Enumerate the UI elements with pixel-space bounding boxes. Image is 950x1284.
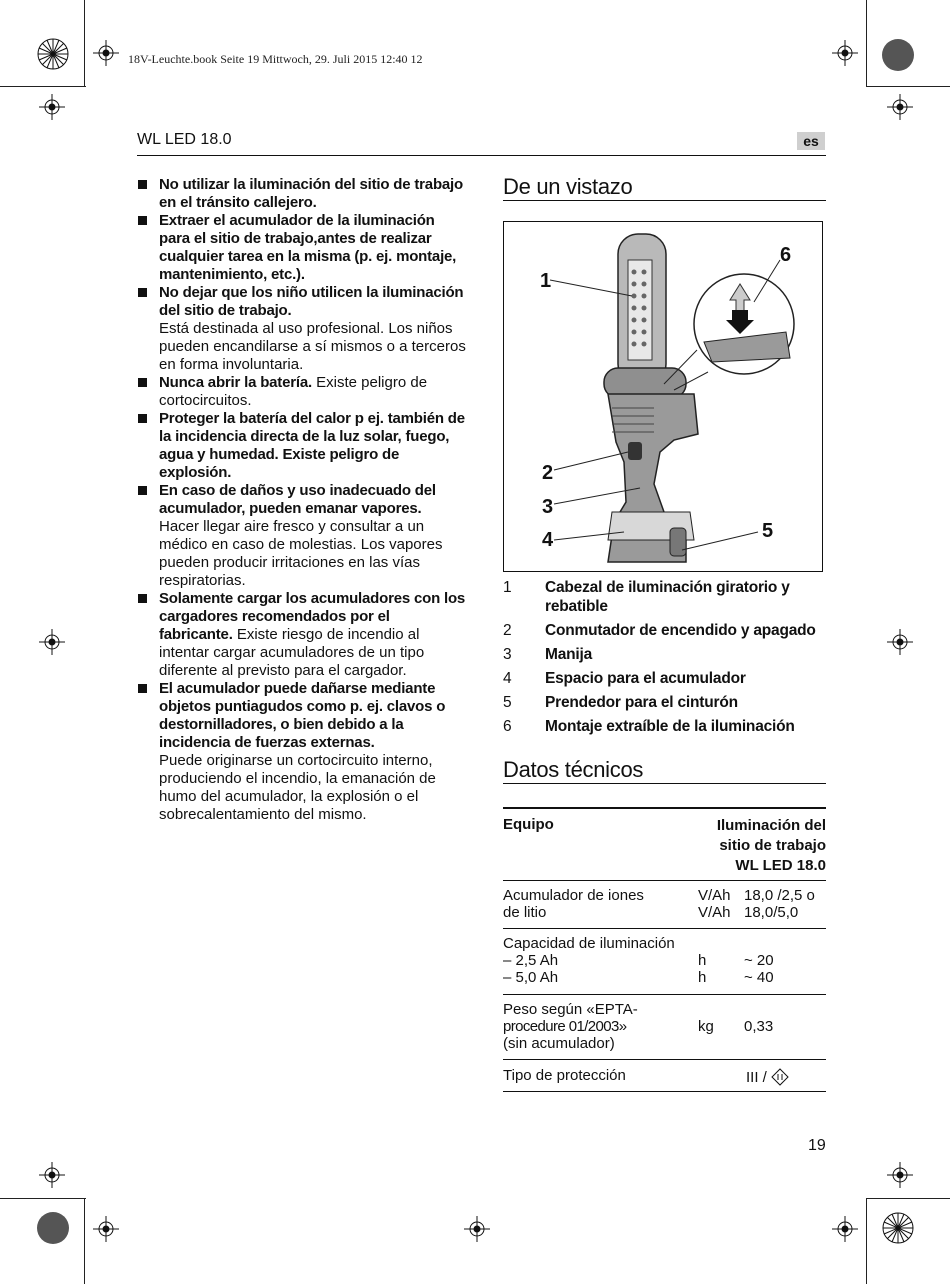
safety-item: No dejar que los niño utilicen la iluminación del sitio de trabajo. Está destinada al uso profesional. Los niños pueden encandilarse a sí mismos o a terceros en forma involuntaria.	[137, 284, 467, 374]
crop-mark	[0, 86, 86, 87]
callout-5: 5	[762, 520, 774, 542]
safety-list	[137, 176, 467, 824]
callout-4: 4	[542, 529, 554, 551]
registration-target-icon	[39, 1162, 65, 1188]
tech-data-title: Datos técnicos	[503, 757, 644, 782]
safety-item: Nunca abrir la batería. Existe peligro de cortocircuitos.	[137, 374, 467, 410]
header-divider	[137, 155, 826, 156]
starburst-mark-icon	[37, 38, 69, 70]
table-rule	[503, 807, 826, 809]
registration-target-icon	[93, 1216, 119, 1242]
crop-mark	[84, 1198, 85, 1284]
protection-class-icon	[771, 1068, 789, 1086]
tech-header-right: Iluminación del sitio de trabajo WL LED 18.0	[716, 817, 826, 874]
registration-target-icon	[39, 94, 65, 120]
registration-target-icon	[93, 40, 119, 66]
table-rule	[503, 994, 826, 995]
product-illustration	[503, 221, 823, 572]
page-number: 19	[808, 1137, 826, 1154]
language-badge: es	[797, 132, 825, 150]
book-header: 18V-Leuchte.book Seite 19 Mittwoch, 29. Juli 2015 12:40 12	[128, 52, 423, 66]
section-divider	[503, 200, 826, 201]
safety-item: Proteger la batería del calor p ej. también de la incidencia directa de la luz solar, fuego, agua y humedad. Existe peligro de explosión.	[137, 410, 467, 482]
page-title: WL LED 18.0	[137, 131, 232, 148]
gray-dot-mark	[37, 1212, 69, 1244]
crop-mark	[866, 1198, 950, 1199]
safety-item: No utilizar la iluminación del sitio de trabajo en el tránsito callejero.	[137, 176, 467, 212]
gray-dot-mark	[882, 39, 914, 71]
registration-target-icon	[887, 1162, 913, 1188]
crop-mark	[84, 0, 85, 86]
registration-target-icon	[832, 1216, 858, 1242]
starburst-mark-icon	[882, 1212, 914, 1244]
crop-mark	[866, 86, 950, 87]
callout-1: 1	[540, 270, 552, 292]
safety-item: Extraer el acumulador de la iluminación para el sitio de trabajo,antes de realizar cualquier tarea en la misma (p. ej. montaje, mantenimiento, etc.).	[137, 212, 467, 284]
registration-target-icon	[464, 1216, 490, 1242]
overview-title: De un vistazo	[503, 174, 633, 199]
crop-mark	[866, 0, 867, 86]
safety-item: En caso de daños y uso inadecuado del acumulador, pueden emanar vapores. Hacer llegar aire fresco y consultar a un médico en caso de molestias. Los vapores pueden producir irritaciones en las vías respiratorias.	[137, 482, 467, 590]
tech-header-left: Equipo	[503, 816, 554, 833]
table-rule	[503, 880, 826, 881]
safety-item: El acumulador puede dañarse mediante objetos puntiagudos como p. ej. clavos o destornilladores, o bien debido a la incidencia de fuerzas externas. Puede originarse un cortocircuito interno, produciendo el incendio, la emanación de humo del acumulador, la explosión o el sobrecalentamiento del mismo.	[137, 680, 467, 824]
table-rule	[503, 1059, 826, 1060]
callout-6: 6	[780, 244, 792, 266]
callout-2: 2	[542, 462, 554, 484]
crop-mark	[0, 1198, 86, 1199]
section-divider	[503, 783, 826, 784]
registration-target-icon	[832, 40, 858, 66]
safety-item: Solamente cargar los acumuladores con los cargadores recomendados por el fabricante. Existe riesgo de incendio al intentar cargar acumuladores de un tipo diferente al previsto para el cargador.	[137, 590, 467, 680]
registration-target-icon	[887, 94, 913, 120]
callout-3: 3	[542, 496, 554, 518]
registration-target-icon	[887, 629, 913, 655]
crop-mark	[866, 1198, 867, 1284]
table-rule	[503, 928, 826, 929]
registration-target-icon	[39, 629, 65, 655]
table-rule	[503, 1091, 826, 1092]
